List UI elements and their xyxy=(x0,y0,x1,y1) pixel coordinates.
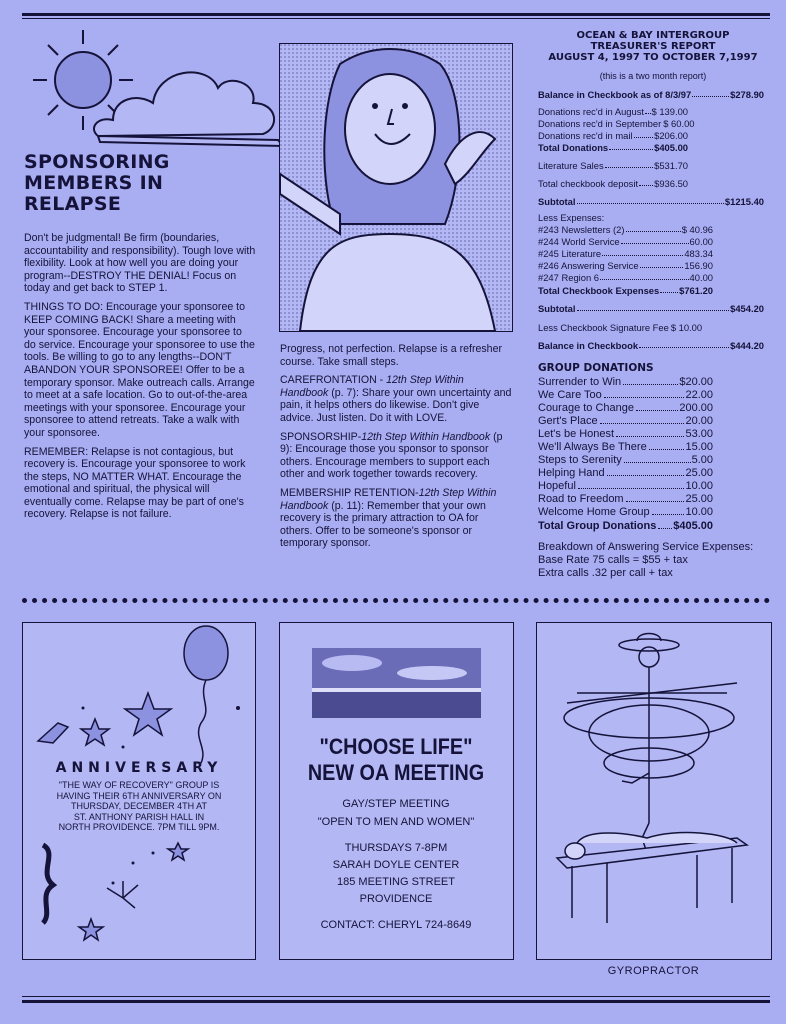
row-label: Balance in Checkbook xyxy=(538,340,639,351)
para-text: (p. 11): Remember that your own recovery is the primary attraction to OA for others. Offer to be someone's sponsor or temporary sponsor. xyxy=(280,499,486,550)
row-label: #245 Literature xyxy=(538,248,602,259)
article-paragraph xyxy=(280,487,512,550)
balance-start-row xyxy=(538,89,764,100)
row-value: $761.20 xyxy=(679,285,713,296)
row-label: Donations rec'd in August xyxy=(538,106,645,117)
row-label: We Care Too xyxy=(538,389,602,401)
anniversary-text xyxy=(24,780,254,833)
article-paragraph: THINGS TO DO: Encourage your sponsoree to KEEP COMING BACK! Share a meeting with your sponsoree. Encourage your sponsoree to do service. Encourage your sponsoree to use the tools. Be willing to go to any lengths--DON'T ABANDON YOUR SPONSOREE! Offer to be a temporary sponsor. Make outreach calls. Arrange to meet at a safe location. Go to out-of-the-area meetings with your sponsoree. Encourage your sponsoree to attend retreats. Take a walk with your sponsoree. xyxy=(24,300,255,439)
row-label: Subtotal xyxy=(538,303,576,314)
row-value: $278.90 xyxy=(730,89,764,100)
row-value: $ 10.00 xyxy=(670,322,703,333)
handbook-ref: 12th Step Within Handbook xyxy=(280,486,497,512)
row-label: #246 Answering Service xyxy=(538,260,639,271)
para-lead: SPONSORSHIP- xyxy=(280,430,362,443)
row-value: 10.00 xyxy=(685,480,713,492)
meeting-open-to: "OPEN TO MEN AND WOMEN" xyxy=(317,816,475,828)
row-label: Helping Hand xyxy=(538,467,605,479)
group-donation-row xyxy=(538,480,713,492)
report-heading-line: OCEAN & BAY INTERGROUP xyxy=(576,30,730,41)
deposit-row xyxy=(538,178,688,189)
row-label: #244 World Service xyxy=(538,236,620,247)
donation-row xyxy=(538,106,688,117)
row-value: 156.90 xyxy=(684,260,713,271)
donation-row xyxy=(538,130,688,141)
row-label: Gert's Place xyxy=(538,415,598,427)
sun-cloud-illustration xyxy=(28,28,288,158)
less-expenses-label xyxy=(538,212,764,223)
anniversary-line: HAVING THEIR 6TH ANNIVERSARY ON xyxy=(56,790,222,801)
handbook-ref: 12th Step Within Handbook xyxy=(361,430,491,443)
row-label: #243 Newsletters (2) xyxy=(538,224,625,235)
row-value: 200.00 xyxy=(679,402,713,414)
choose-life-title-line: "CHOOSE LIFE" xyxy=(319,734,473,759)
row-value: $1215.40 xyxy=(724,196,764,207)
group-donation-row xyxy=(538,389,713,401)
section-divider xyxy=(22,598,770,603)
subtotal-row xyxy=(538,303,764,314)
row-value: 10.00 xyxy=(685,506,713,518)
group-donation-row xyxy=(538,467,713,479)
anniversary-line: NORTH PROVIDENCE. 7PM TILL 9PM. xyxy=(58,822,220,832)
row-label: We'll Always Be There xyxy=(538,441,647,453)
top-rule-thick xyxy=(22,13,770,16)
article-paragraph xyxy=(280,431,512,481)
row-label: Donations rec'd in mail xyxy=(538,130,633,141)
meeting-city: PROVIDENCE xyxy=(359,893,433,905)
meeting-type: GAY/STEP MEETING xyxy=(342,798,450,810)
sky-photo xyxy=(312,648,481,718)
expense-row xyxy=(538,236,713,247)
article-title xyxy=(24,152,170,215)
group-donation-row xyxy=(538,506,713,518)
answering-service-breakdown xyxy=(538,541,778,580)
group-donation-row xyxy=(538,493,713,505)
row-value: 25.00 xyxy=(685,493,713,505)
para-lead: CAREFRONTATION - xyxy=(280,374,387,387)
group-donation-row xyxy=(538,376,713,388)
cartoon-panel xyxy=(536,622,772,960)
group-donation-row xyxy=(538,454,713,466)
article-paragraph: Don't be judgmental! Be firm (boundaries, accountability and responsibility). Tough love with flexibility. Look at how well you are doing your program--DESTROY THE DENIAL! Focus on today and get back to STEP 1. xyxy=(24,232,256,295)
row-label: Total checkbook deposit xyxy=(538,178,639,189)
meeting-contact: CONTACT: CHERYL 724-8649 xyxy=(320,919,472,931)
para-text: (p 9): Encourage those you sponsor to sponsor others. Encourage members to support each other and work together towards recovery. xyxy=(280,430,503,481)
row-label: Steps to Serenity xyxy=(538,454,622,466)
row-label: Donations rec'd in September xyxy=(538,118,662,129)
row-value: 40.00 xyxy=(689,272,713,283)
row-label: Road to Freedom xyxy=(538,493,624,505)
row-value: $ 139.00 xyxy=(651,106,688,117)
woman-illustration xyxy=(279,43,513,332)
row-value: $20.00 xyxy=(679,376,713,388)
total-expenses-row xyxy=(538,285,713,296)
row-value: $444.20 xyxy=(730,340,764,351)
row-label: Literature Sales xyxy=(538,160,604,171)
row-label: Courage to Change xyxy=(538,402,635,414)
row-label: Total Checkbook Expenses xyxy=(538,285,660,296)
group-donations-title: GROUP DONATIONS xyxy=(538,362,654,374)
row-label: Less Checkbook Signature Fee xyxy=(538,322,669,333)
breakdown-line: Base Rate 75 calls = $55 + tax xyxy=(538,554,688,566)
expense-row xyxy=(538,248,713,259)
article-paragraph: Progress, not perfection. Relapse is a refresher course. Take small steps. xyxy=(280,343,502,368)
row-label: #247 Region 6 xyxy=(538,272,599,283)
article-title-line-1: SPONSORING xyxy=(24,151,170,173)
balance-end-row xyxy=(538,340,764,351)
breakdown-line: Extra calls .32 per call + tax xyxy=(538,567,673,579)
row-label: Let's be Honest xyxy=(538,428,615,440)
row-value: 15.00 xyxy=(685,441,713,453)
row-label: Subtotal xyxy=(538,196,576,207)
article-column-1 xyxy=(24,232,256,527)
cartoon-caption: GYROPRACTOR xyxy=(607,965,700,977)
row-label: Balance in Checkbook as of 8/3/97 xyxy=(538,89,692,100)
group-donation-row xyxy=(538,402,713,414)
meeting-address: 185 MEETING STREET xyxy=(337,876,455,888)
row-value: 5.00 xyxy=(691,454,713,466)
row-label: Hopeful xyxy=(538,480,576,492)
article-column-2 xyxy=(280,343,512,556)
row-value: $936.50 xyxy=(654,178,688,189)
row-label: Total Donations xyxy=(538,142,609,153)
choose-life-title xyxy=(292,734,501,786)
para-lead: MEMBERSHIP RETENTION- xyxy=(280,486,419,499)
donation-row xyxy=(538,118,695,129)
row-value: $ 40.96 xyxy=(681,224,713,235)
bottom-rule-thick xyxy=(22,1000,770,1003)
handbook-ref: 12th Step Within Handbook xyxy=(280,374,464,399)
row-value: 483.34 xyxy=(684,248,713,259)
bottom-rule-thin xyxy=(22,996,770,997)
row-label: Surrender to Win xyxy=(538,376,622,388)
subtotal-row xyxy=(538,196,764,207)
report-heading-line: AUGUST 4, 1997 TO OCTOBER 7,1997 xyxy=(548,52,758,63)
row-value: 53.00 xyxy=(685,428,713,440)
group-donation-row xyxy=(538,428,713,440)
expense-row xyxy=(538,224,713,235)
article-paragraph xyxy=(280,374,512,424)
breakdown-line: Breakdown of Answering Service Expenses: xyxy=(538,541,754,553)
row-value: $405.00 xyxy=(654,142,688,153)
total-group-donations-row xyxy=(538,520,713,532)
choose-life-title-line: NEW OA MEETING xyxy=(307,760,485,785)
row-value: 25.00 xyxy=(685,467,713,479)
row-value: 22.00 xyxy=(685,389,713,401)
report-heading xyxy=(530,30,776,63)
row-value: $ 60.00 xyxy=(663,118,695,129)
report-note: (this is a two month report) xyxy=(599,71,707,81)
row-value: 20.00 xyxy=(685,415,713,427)
expense-row xyxy=(538,260,713,271)
row-value: 60.00 xyxy=(689,236,713,247)
group-donation-row xyxy=(538,441,713,453)
anniversary-title: ANNIVERSARY xyxy=(55,760,223,776)
row-value: $531.70 xyxy=(654,160,688,171)
total-donations-row xyxy=(538,142,688,153)
group-donation-row xyxy=(538,415,713,427)
article-title-line-2: MEMBERS IN xyxy=(24,172,164,194)
row-value: $405.00 xyxy=(673,520,713,532)
row-label: Welcome Home Group xyxy=(538,506,650,518)
literature-row xyxy=(538,160,688,171)
meeting-location: SARAH DOYLE CENTER xyxy=(332,859,460,871)
anniversary-line: THURSDAY, DECEMBER 4TH AT xyxy=(70,801,208,811)
row-value: $454.20 xyxy=(730,303,764,314)
meeting-time: THURSDAYS 7-8PM xyxy=(344,842,448,854)
expense-row xyxy=(538,272,713,283)
article-title-line-3: RELAPSE xyxy=(24,193,122,215)
anniversary-line: "THE WAY OF RECOVERY" GROUP IS xyxy=(58,780,220,790)
row-value: $206.00 xyxy=(654,130,688,141)
anniversary-line: ST. ANTHONY PARISH HALL IN xyxy=(73,811,205,822)
article-paragraph: REMEMBER: Relapse is not contagious, but recovery is. Encourage your sponsoree to work the steps, NO MATTER WHAT. Encourage the emotional and spiritual, the physical will eventually come. Relapse may be part of one's recovery. Relapse is not failure. xyxy=(24,445,246,521)
row-label: Less Expenses: xyxy=(538,212,605,223)
row-label: Total Group Donations xyxy=(538,520,657,532)
report-heading-line: TREASURER'S REPORT xyxy=(590,41,716,52)
signature-fee-row xyxy=(538,322,703,333)
top-rule-thin xyxy=(22,18,770,19)
para-text: (p. 7): Share your own uncertainty and pain, it helps others do likewise. Don't give advice. Just listen. Do it with LOVE. xyxy=(280,386,512,424)
